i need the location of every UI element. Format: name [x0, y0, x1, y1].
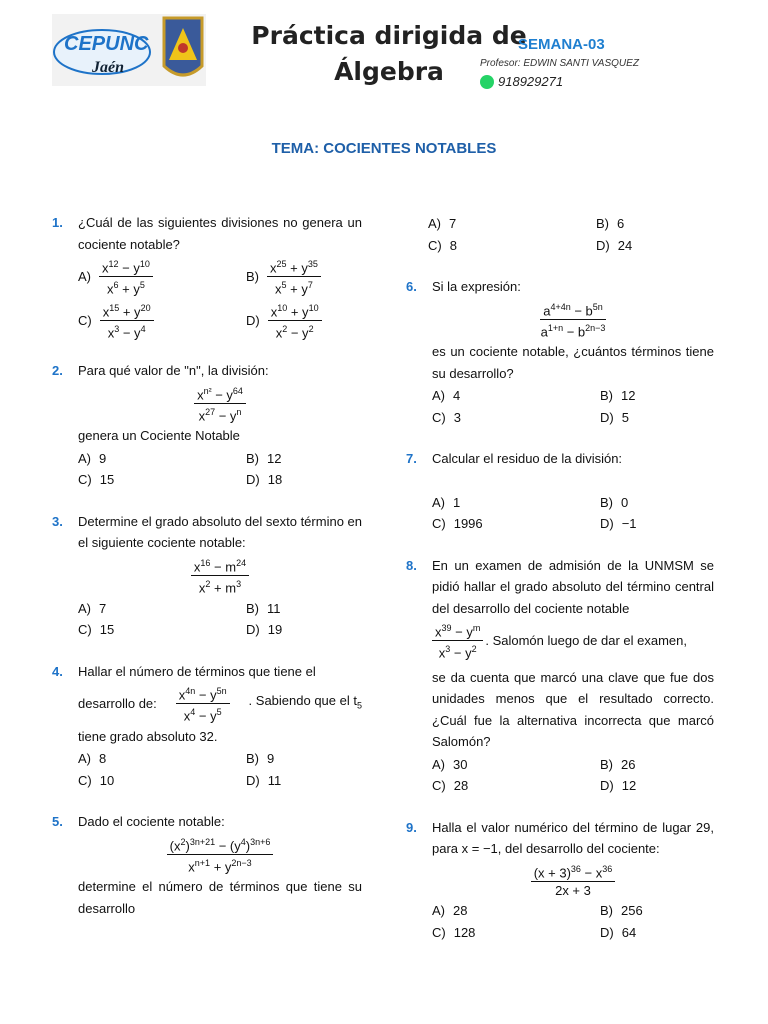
option-value: 8 — [449, 237, 457, 253]
option-d[interactable] — [246, 770, 362, 792]
numerator: $x^{4n} - y^{5n}$ — [176, 684, 230, 704]
option-value: 1996 — [453, 516, 483, 532]
numerator: $x^{10} + y^{10}$ — [268, 301, 322, 321]
options — [432, 492, 714, 535]
question-number: 6. — [406, 279, 417, 294]
option-label: A) — [78, 269, 91, 285]
option-d[interactable] — [600, 407, 714, 429]
option-c[interactable] — [78, 469, 246, 491]
options — [432, 900, 714, 943]
denominator: $x^4 - y^5$ — [183, 707, 222, 724]
option-value: 28 — [453, 778, 469, 794]
option-b[interactable] — [600, 754, 714, 776]
subscript: 5 — [356, 701, 362, 711]
option-b[interactable] — [246, 257, 362, 297]
option-value: 4 — [453, 388, 461, 404]
option-label: B) — [600, 494, 613, 510]
logo-text-jaen: Jaén — [92, 59, 124, 76]
option-a[interactable] — [78, 598, 246, 620]
whatsapp-icon — [480, 75, 494, 89]
options — [78, 448, 362, 491]
option-label: C) — [428, 237, 442, 253]
option-value: 15 — [99, 622, 115, 638]
question-text: Hallar el número de términos que tiene el — [78, 663, 316, 679]
option-label: C) — [78, 772, 92, 788]
question-number: 1. — [52, 215, 63, 230]
option-a[interactable] — [432, 754, 600, 776]
options — [78, 748, 362, 791]
option-c[interactable] — [432, 775, 600, 797]
option-c[interactable] — [78, 770, 246, 792]
question-text: Si la expresión: — [432, 279, 521, 294]
option-value: 12 — [621, 778, 637, 794]
fraction-options — [78, 257, 362, 340]
title-line-2: Álgebra — [334, 57, 444, 86]
option-value: 0 — [621, 494, 629, 510]
option-label: D) — [246, 772, 260, 788]
option-label: B) — [596, 216, 609, 231]
denominator: $x^6 + y^5$ — [107, 280, 145, 297]
option-label: B) — [246, 751, 259, 767]
question-text-b: desarrollo de: — [78, 696, 157, 712]
option-b[interactable] — [246, 748, 362, 770]
option-value: 9 — [99, 450, 107, 466]
option-value: 128 — [453, 924, 476, 940]
options — [432, 385, 714, 428]
question-number: 5. — [52, 814, 63, 830]
option-b[interactable] — [246, 448, 362, 470]
text-c: . Sabiendo que el t — [248, 693, 357, 709]
question-text: ¿Cuál de las siguientes divisiones no genera un cociente notable? — [78, 215, 362, 252]
question-inline-row — [432, 621, 714, 661]
option-value: 3 — [453, 409, 461, 425]
question-6 — [406, 276, 714, 428]
numerator: $(x^2)^{3n+21} - (y^4)^{3n+6}$ — [167, 835, 274, 855]
denominator: $x^5 + y^7$ — [275, 280, 313, 297]
numerator: $x^{25} + y^{35}$ — [267, 257, 321, 277]
question-number: 4. — [52, 663, 63, 679]
teacher-name: Profesor: EDWIN SANTI VASQUEZ — [480, 58, 639, 69]
fraction — [432, 621, 483, 661]
question-text: En un examen de admisión de la UNMSM se pidió hallar el grado absoluto del término central del desarrollo del cociente notable — [432, 557, 714, 616]
option-b[interactable] — [246, 598, 362, 620]
option-c[interactable] — [78, 301, 246, 341]
denominator: $x^3 - y^4$ — [107, 323, 146, 341]
option-value: 5 — [621, 409, 629, 425]
question-inline-row — [78, 684, 362, 724]
fraction — [194, 384, 246, 424]
cepunc-logo — [52, 14, 206, 86]
option-d[interactable] — [600, 922, 714, 944]
numerator: $(x + 3)^{36} - x^{36}$ — [531, 862, 616, 882]
option-label: B) — [600, 903, 613, 919]
blank-space — [432, 470, 714, 491]
week-label: SEMANA-03 — [518, 36, 605, 53]
option-b[interactable] — [600, 492, 714, 514]
question-5-options — [428, 213, 714, 256]
option-label: D) — [600, 924, 614, 940]
question-text: Determine el grado absoluto del sexto término en el siguiente cociente notable: — [78, 513, 362, 551]
header — [52, 8, 658, 94]
question-2 — [52, 360, 362, 491]
fraction — [538, 300, 609, 340]
option-label: C) — [78, 622, 92, 638]
denominator: 2x + 3 — [555, 883, 591, 899]
question-text-2: es un cociente notable, ¿cuántos términos tiene su desarrollo? — [432, 344, 714, 381]
option-value: 10 — [99, 772, 115, 788]
option-label: A) — [432, 756, 445, 772]
option-c[interactable] — [78, 619, 246, 641]
option-value: 30 — [453, 756, 468, 772]
topic-heading: TEMA: COCIENTES NOTABLES — [271, 140, 497, 157]
question-text: Para qué valor de "n", la división: — [78, 363, 269, 379]
question-number: 3. — [52, 513, 63, 529]
question-number: 8. — [406, 557, 417, 573]
logo-text-cepunc: CEPUNC — [64, 33, 149, 55]
fraction — [268, 301, 322, 341]
question-text: Halla el valor numérico del término de lugar 29, para x = −1, del desarrollo del cociente: — [432, 819, 714, 857]
numerator: $x^{15} + y^{20}$ — [100, 301, 154, 321]
option-value: 64 — [621, 924, 637, 940]
option-value: 12 — [267, 450, 282, 466]
option-label: D) — [246, 312, 260, 328]
option-label: A) — [432, 903, 445, 919]
denominator: $a^{1+n} - b^{2n-3}$ — [540, 322, 606, 340]
option-value: 19 — [267, 622, 283, 638]
option-label: C) — [432, 778, 446, 794]
question-9 — [406, 817, 714, 943]
option-c[interactable] — [432, 513, 600, 535]
option-a[interactable] — [432, 900, 600, 922]
option-label: B) — [246, 269, 259, 285]
option-value: 11 — [267, 600, 281, 616]
option-value: 15 — [99, 472, 115, 488]
numerator: $x^{16} - m^{24}$ — [191, 556, 249, 576]
option-a[interactable] — [78, 448, 246, 470]
denominator: $x^2 - y^2$ — [275, 323, 314, 341]
option-label: A) — [432, 494, 445, 510]
option-label: C) — [432, 924, 446, 940]
option-label: D) — [600, 409, 614, 425]
question-number: 7. — [406, 451, 417, 467]
option-value: 8 — [99, 751, 107, 767]
option-label: C) — [78, 472, 92, 488]
right-column — [406, 212, 714, 943]
title-line-1: Práctica dirigida de — [251, 21, 527, 50]
question-text-2: determine el número de términos que tiene su desarrollo — [78, 879, 362, 916]
option-label: C) — [432, 409, 446, 425]
fraction — [176, 684, 230, 724]
question-text-2: se da cuenta que marcó una clave que fue dos unidades menos que el resultado correcto. ¿Cuál fue la alternativa incorrecta que marcó Salomón? — [432, 669, 714, 750]
question-number: 2. — [52, 363, 63, 379]
numerator: $x^{n^2} - y^{64}$ — [194, 384, 246, 404]
option-d[interactable] — [596, 235, 714, 257]
option-value: 1 — [453, 494, 461, 510]
denominator: $x^2 + m^3$ — [198, 579, 242, 596]
option-label: A) — [78, 450, 91, 466]
option-label: C) — [78, 312, 92, 328]
option-d[interactable] — [246, 619, 362, 641]
option-label: D) — [246, 622, 260, 638]
fraction — [267, 257, 321, 297]
question-text: Dado el cociente notable: — [78, 814, 225, 830]
option-value: 26 — [621, 756, 636, 772]
numerator: $a^{4+4n} - b^{5n}$ — [540, 300, 606, 320]
option-label: B) — [600, 388, 613, 404]
option-value: 12 — [621, 388, 636, 404]
option-value: 18 — [267, 472, 283, 488]
fraction — [191, 556, 249, 596]
option-label: D) — [246, 472, 260, 488]
options — [78, 598, 362, 641]
fraction — [99, 257, 153, 297]
question-8 — [406, 555, 714, 797]
option-label: B) — [246, 450, 259, 466]
question-1 — [52, 212, 362, 340]
fraction — [167, 835, 274, 875]
options — [432, 754, 714, 797]
denominator: $x^{27} - y^n$ — [198, 407, 242, 424]
question-text-c — [249, 690, 362, 717]
option-d[interactable] — [246, 301, 362, 341]
phone-number: 918929271 — [498, 74, 564, 89]
option-a[interactable] — [78, 748, 246, 770]
option-a[interactable] — [78, 257, 246, 297]
option-a[interactable] — [432, 492, 600, 514]
question-number: 9. — [406, 819, 417, 835]
question-text-2: genera un Cociente Notable — [78, 428, 240, 444]
fraction — [531, 862, 616, 898]
option-c[interactable] — [432, 407, 600, 429]
left-column — [52, 212, 362, 919]
question-5 — [52, 811, 362, 919]
option-c[interactable] — [432, 922, 600, 944]
option-c[interactable] — [428, 235, 596, 257]
question-4 — [52, 661, 362, 792]
question-3 — [52, 511, 362, 641]
option-d[interactable] — [600, 775, 714, 797]
numerator: $x^{12} - y^{10}$ — [99, 257, 153, 277]
option-value: 256 — [621, 903, 643, 919]
phone-line — [480, 74, 563, 89]
option-label: A) — [78, 600, 91, 616]
option-value: 24 — [617, 237, 633, 253]
question-7 — [406, 448, 714, 535]
option-label: B) — [246, 600, 259, 616]
option-value: −1 — [621, 516, 637, 532]
option-value: 11 — [267, 772, 282, 788]
option-a[interactable] — [432, 385, 600, 407]
option-value: 7 — [99, 600, 107, 616]
denominator: $x^{n+1} + y^{2n-3}$ — [188, 858, 252, 875]
option-label: A) — [78, 751, 91, 767]
option-value: 28 — [453, 903, 468, 919]
option-label: D) — [596, 237, 610, 253]
option-a[interactable] — [428, 213, 596, 235]
option-label: B) — [600, 756, 613, 772]
question-text-d: tiene grado absoluto 32. — [78, 728, 218, 744]
numerator: $x^{39} - y^m$ — [432, 621, 483, 641]
question-text: Calcular el residuo de la división: — [432, 451, 623, 467]
option-d[interactable] — [600, 513, 714, 535]
option-label: A) — [432, 388, 445, 404]
option-label: D) — [600, 778, 614, 794]
option-value: 7 — [449, 216, 457, 231]
option-d[interactable] — [246, 469, 362, 491]
option-label: D) — [600, 516, 614, 532]
option-value: 6 — [617, 216, 625, 231]
option-label: A) — [428, 216, 441, 231]
option-value: 9 — [267, 751, 275, 767]
option-b[interactable] — [600, 385, 714, 407]
fraction — [100, 301, 154, 341]
option-b[interactable] — [596, 213, 714, 235]
question-text-after: . Salomón luego de dar el examen, — [485, 633, 687, 649]
option-b[interactable] — [600, 900, 714, 922]
denominator: $x^3 - y^2$ — [438, 644, 477, 661]
option-label: C) — [432, 516, 446, 532]
